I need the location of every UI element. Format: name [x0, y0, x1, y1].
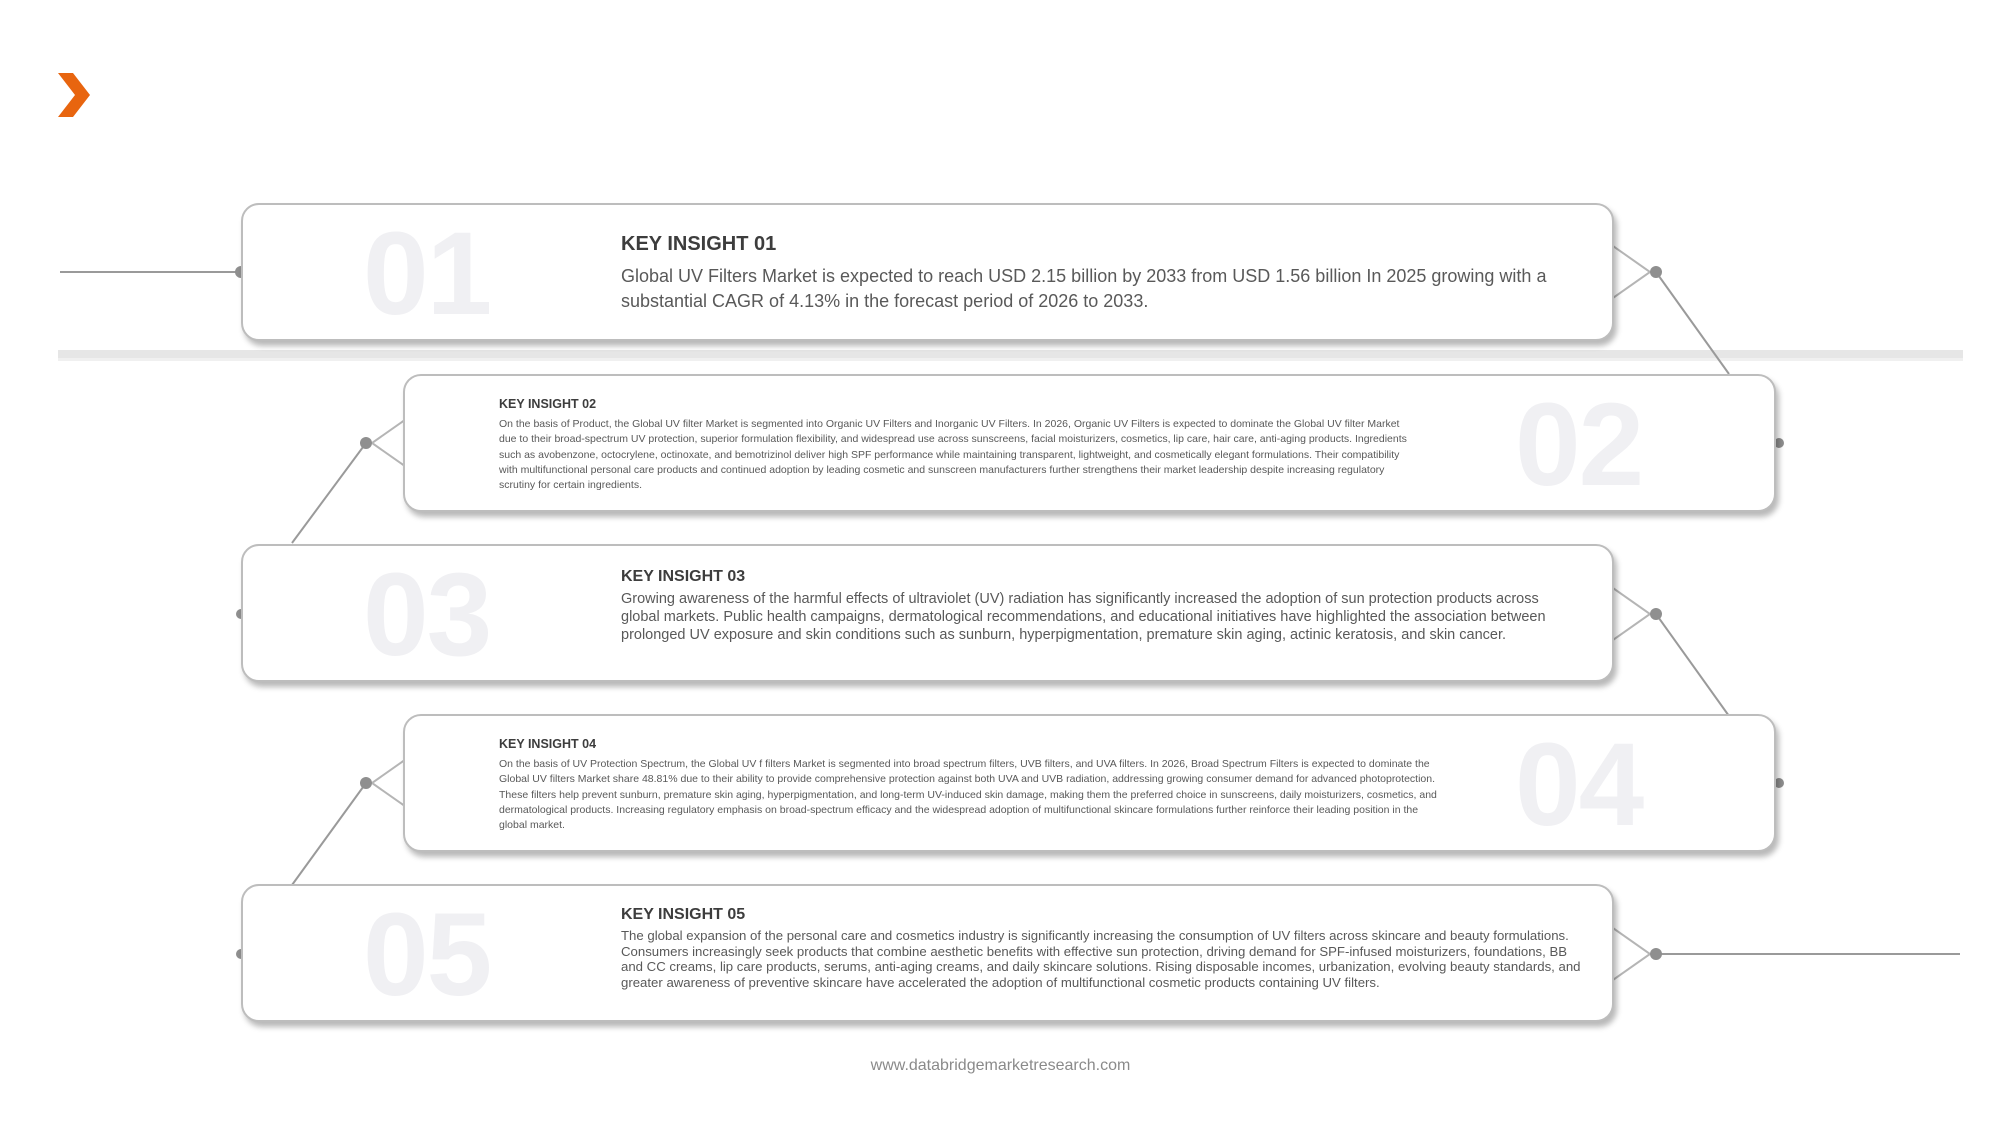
- insight-card-01: [241, 203, 1614, 341]
- footer-url[interactable]: www.databridgemarketresearch.com: [870, 1057, 1131, 1074]
- insight-text: On the basis of Product, the Global UV filter Market is segmented into Organic UV Filters and Inorganic UV Filters. In 2026, Organic UV Filters is expected to dominate the Global UV filter Market due to their broad-spectrum UV protection, superior formulation flexibility, and widespread use across sunscreens, facial moisturizers, cosmetics, lip care, hair care, anti-aging products. Ingredients such as avobenzone, octocrylene, octinoxate, and bemotrizinol deliver high SPF performance while maintaining transparent, lightweight, and cosmetically elegant formulations. Their compatibility with multifunctional personal care products and continued adoption by leading cosmetic and sunscreen manufacturers further strengthens their market leadership despite increasing regulatory scrutiny for certain ingredients.: [499, 418, 1407, 492]
- insight-title: KEY INSIGHT 02: [499, 397, 597, 411]
- insight-card-04: [403, 714, 1776, 852]
- insight-number: 05: [363, 889, 491, 1021]
- insight-number: 04: [1515, 719, 1643, 851]
- insight-title: KEY INSIGHT 03: [621, 568, 746, 585]
- insight-card-03: [241, 544, 1614, 682]
- insight-number: 02: [1515, 379, 1643, 511]
- insight-title: KEY INSIGHT 04: [499, 737, 597, 751]
- separator-band: [58, 350, 1963, 358]
- insight-text: Growing awareness of the harmful effects of ultraviolet (UV) radiation has significantly increased the adoption of sun protection products across global markets. Public health campaigns, dermatological recommendations, and educational initiatives have highlighted the association between prolonged UV exposure and skin conditions such as sunburn, hyperpigmentation, premature skin aging, actinic keratosis, and skin cancer.: [621, 591, 1546, 643]
- insight-title: KEY INSIGHT 01: [621, 233, 777, 255]
- insight-text: The global expansion of the personal care and cosmetics industry is significantly increasing the consumption of UV filters across skincare and beauty formulations. Consumers increasingly seek products that combine aesthetic benefits with effective sun protection, driving demand for SPF-infused moisturizers, foundations, BB and CC creams, lip care products, serums, anti-aging creams, and daily skincare solutions. Rising disposable incomes, urbanization, evolving beauty standards, and greater awareness of preventive skincare have accelerated the adoption of multifunctional cosmetic products containing UV filters.: [621, 928, 1581, 990]
- insight-number: 03: [363, 549, 491, 681]
- insight-title: KEY INSIGHT 05: [621, 906, 746, 923]
- insight-card-05: [241, 884, 1614, 1022]
- insight-text: On the basis of UV Protection Spectrum, the Global UV f filters Market is segmented into broad spectrum filters, UVB filters, and UVA filters. In 2026, Broad Spectrum Filters is expected to dominate the Global UV filters Market share 48.81% due to their ability to provide comprehensive protection against both UVA and UVB radiation, addressing growing consumer demand for advanced photoprotection. These filters help prevent sunburn, premature skin aging, hyperpigmentation, and long-term UV-induced skin damage, making them the preferred choice in sunscreens, daily moisturizers, cosmetics, and dermatological products. Increasing regulatory emphasis on broad-spectrum efficacy and the widespread adoption of multifunctional skincare formulations further reinforce their leading position in the global market.: [499, 758, 1437, 832]
- insight-number: 01: [363, 208, 491, 340]
- insight-card-02: [403, 374, 1776, 512]
- insight-text: Global UV Filters Market is expected to reach USD 2.15 billion by 2033 from USD 1.56 billion In 2025 growing with a substantial CAGR of 4.13% in the forecast period of 2026 to 2033.: [621, 266, 1547, 311]
